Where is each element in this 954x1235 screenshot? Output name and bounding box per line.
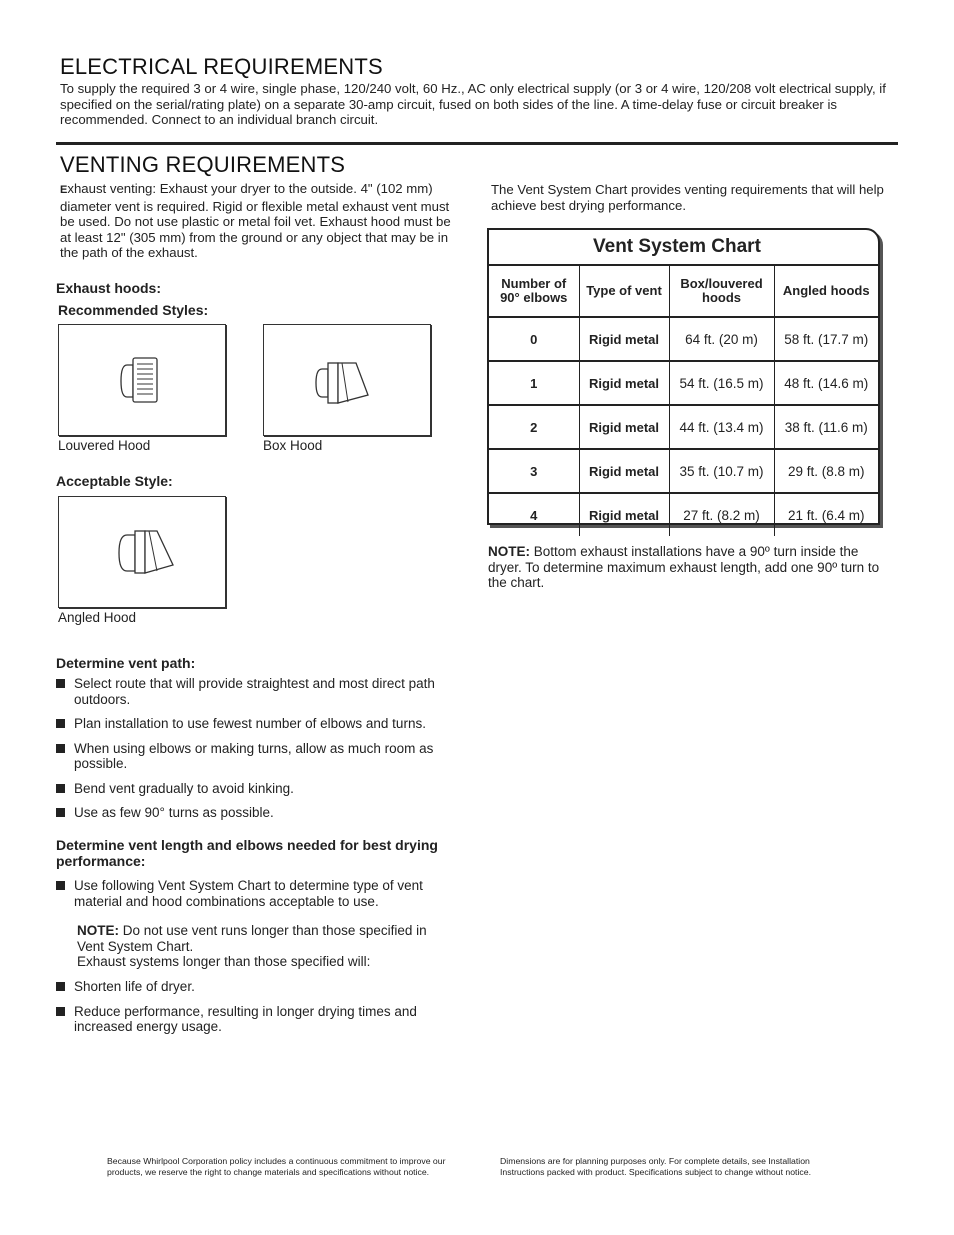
chart-intro: The Vent System Chart provides venting requirements that will help achieve best drying performance. <box>491 182 884 213</box>
box-louvered-cell: 54 ft. (16.5 m) <box>669 361 774 405</box>
list-item: Bend vent gradually to avoid kinking. <box>56 781 448 797</box>
louvered-hood-icon <box>59 325 225 435</box>
venting-title: VENTING REQUIREMENTS <box>60 152 346 177</box>
list-item: Reduce performance, resulting in longer drying times and increased energy usage. <box>56 1004 448 1035</box>
note-line2: Exhaust systems longer than those specified will: <box>77 954 371 969</box>
list-item: Plan installation to use fewest number of elbows and turns. <box>56 716 448 732</box>
angled-cell: 21 ft. (6.4 m) <box>787 507 865 523</box>
box-louvered-cell: 27 ft. (8.2 m) <box>669 493 774 536</box>
consequences-list <box>56 979 448 1044</box>
electrical-title: ELECTRICAL REQUIREMENTS <box>60 54 383 79</box>
vent-type-cell: Rigid metal <box>579 317 669 361</box>
acceptable-style-label: Acceptable Style: <box>56 473 173 489</box>
elbows-cell: 0 <box>489 317 579 361</box>
box-hood-icon <box>264 325 430 435</box>
venting-intro <box>60 181 465 261</box>
list-item: Shorten life of dryer. <box>56 979 448 995</box>
elbows-cell: 2 <box>489 405 579 449</box>
intro-initial: E <box>60 184 68 196</box>
table-row <box>489 493 878 536</box>
vent-type-cell: Rigid metal <box>579 361 669 405</box>
angled-cell: 38 ft. (11.6 m) <box>774 405 878 449</box>
box-hood-caption: Box Hood <box>263 438 323 453</box>
angled-cell: 48 ft. (14.6 m) <box>774 361 878 405</box>
note-text: Bottom exhaust installations have a 90º turn inside the dryer. To determine maximum exhaust length, add one 90º turn to the chart. <box>488 544 880 590</box>
elbows-cell: 1 <box>489 361 579 405</box>
vent-length-note <box>77 923 452 970</box>
elbows-cell: 3 <box>489 449 579 493</box>
section-divider <box>56 142 898 145</box>
intro-text: xhaust venting: Exhaust your dryer to the outside. 4" (102 mm) diameter vent is required. Rigid or flexible metal exhaust vent must be used. Do not use plastic or metal foil vet. Exhaust hood must be at least 12" (305 mm) from the ground or any object that may be in the path of the exhaust. <box>60 181 451 261</box>
table-header-row <box>489 266 878 317</box>
vent-type-cell: Rigid metal <box>579 449 669 493</box>
angled-hood-caption: Angled Hood <box>58 610 137 625</box>
col-header-elbows: Number of 90° elbows <box>489 266 579 317</box>
angled-hood-icon <box>59 497 225 607</box>
box-hood-image <box>263 324 431 436</box>
col-header-type: Type of vent <box>579 266 669 317</box>
vent-length-list <box>56 878 448 918</box>
bottom-exhaust-note <box>488 544 888 591</box>
box-louvered-cell: 35 ft. (10.7 m) <box>669 449 774 493</box>
footer-left: Because Whirlpool Corporation policy includes a continuous commitment to improve our products, we reserve the right to change materials and specifications without notice. <box>107 1156 446 1177</box>
list-item: Use as few 90° turns as possible. <box>56 805 448 821</box>
electrical-body: To supply the required 3 or 4 wire, single phase, 120/240 volt, 60 Hz., AC only electrical supply (or 3 or 4 wire, 120/208 volt electrical supply, if specified on the serial/rating plate) on a separate 30-amp circuit, fused on both sides of the line. A time-delay fuse or circuit breaker is recommended. Connect to an individual branch circuit. <box>60 81 886 128</box>
vent-system-chart <box>487 228 880 525</box>
angled-cell: 29 ft. (8.8 m) <box>774 449 878 493</box>
chart-title: Vent System Chart <box>489 230 878 266</box>
louvered-hood-caption: Louvered Hood <box>58 438 151 453</box>
louvered-hood-image <box>58 324 226 436</box>
vent-length-heading: Determine vent length and elbows needed for best drying performance: <box>56 837 438 869</box>
table-row <box>489 361 878 405</box>
box-louvered-cell: 44 ft. (13.4 m) <box>669 405 774 449</box>
list-item: When using elbows or making turns, allow as much room as possible. <box>56 741 448 772</box>
recommended-styles-label: Recommended Styles: <box>58 302 209 318</box>
angled-cell: 58 ft. (17.7 m) <box>774 317 878 361</box>
elbows-cell: 4 <box>489 493 579 536</box>
table-row <box>489 405 878 449</box>
vent-type-cell: Rigid metal <box>579 493 669 536</box>
vent-type-cell: Rigid metal <box>579 405 669 449</box>
footer-right: Dimensions are for planning purposes only. For complete details, see Installation Instructions packed with product. Specifications subject to change without notice. <box>500 1156 811 1177</box>
col-header-angled: Angled hoods <box>774 266 878 317</box>
table-row <box>489 449 878 493</box>
vent-chart-table <box>489 266 878 536</box>
vent-path-list <box>56 676 448 830</box>
list-item: Use following Vent System Chart to determine type of vent material and hood combinations acceptable to use. <box>56 878 448 909</box>
note-label: NOTE: <box>77 923 119 938</box>
table-row <box>489 317 878 361</box>
box-louvered-cell: 64 ft. (20 m) <box>669 317 774 361</box>
col-header-box-louvered: Box/louvered hoods <box>669 266 774 317</box>
note-text: Do not use vent runs longer than those specified in Vent System Chart. <box>77 923 427 954</box>
angled-hood-image <box>58 496 226 608</box>
list-item: Select route that will provide straightest and most direct path outdoors. <box>56 676 448 707</box>
note-label: NOTE: <box>488 544 530 559</box>
exhaust-hoods-label: Exhaust hoods: <box>56 280 162 296</box>
vent-path-heading: Determine vent path: <box>56 655 196 671</box>
